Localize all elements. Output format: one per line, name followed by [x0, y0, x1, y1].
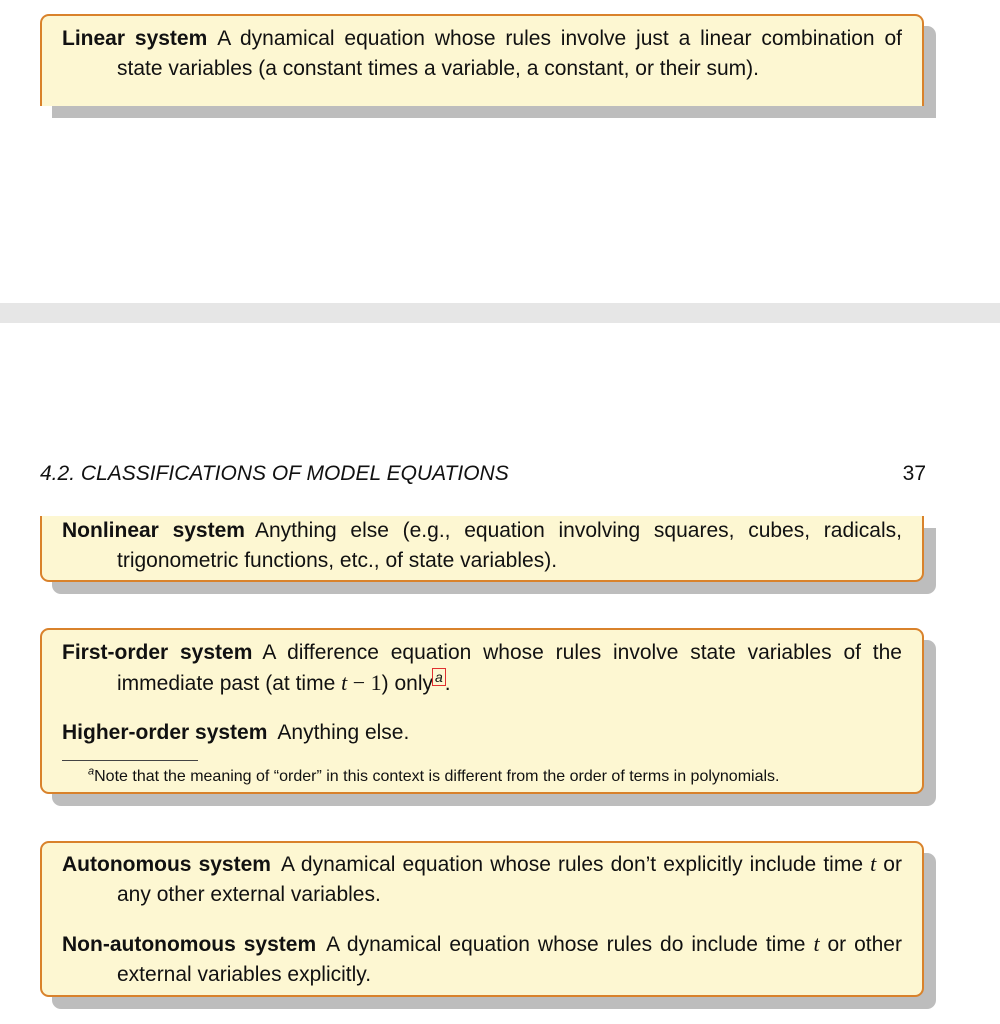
definition-first-order-period: .	[444, 672, 451, 695]
definition-non-autonomous-system	[62, 929, 902, 990]
definition-linear-text: A dynamical equation whose rules involve just a linear combination of state variables (a constant times a variable, a constant, or their sum).	[117, 27, 902, 80]
definition-linear-system	[62, 24, 902, 84]
definition-first-order-text: A difference equation whose rules involve state variables of the immediate past (at time	[117, 641, 902, 695]
footnote-rule	[62, 760, 198, 761]
running-head: 4.2. CLASSIFICATIONS OF MODEL EQUATIONS	[40, 462, 509, 485]
definition-box-linear	[40, 14, 924, 106]
definition-nonlinear-text: Anything else (e.g., equation involving squares, cubes, radicals, trigonometric functions, etc., of state variables).	[117, 519, 902, 572]
definition-non-autonomous-text: A dynamical equation whose rules do include time	[326, 933, 814, 956]
definition-box-autonomy	[40, 841, 924, 997]
definition-autonomous-text: A dynamical equation whose rules don’t explicitly include time	[280, 853, 871, 876]
term-first-order-system: First-order system	[62, 641, 253, 664]
definition-box-order	[40, 628, 924, 794]
definition-autonomous-text-2: or any other external variables.	[117, 853, 902, 906]
definition-first-order-text-2: ) only	[381, 672, 433, 695]
math-t: t	[341, 670, 348, 695]
footnote-text: Note that the meaning of “order” in this context is different from the order of terms in polynomials.	[94, 768, 780, 785]
page-number: 37	[902, 462, 926, 485]
footnote	[62, 767, 902, 787]
footnote-link-a[interactable]: a	[435, 669, 443, 685]
definition-nonlinear-system	[62, 516, 902, 576]
math-t: t	[870, 851, 877, 876]
definition-box-nonlinear	[40, 516, 924, 582]
term-higher-order-system: Higher-order system	[62, 721, 268, 744]
definition-autonomous-system	[62, 849, 902, 910]
page-break-separator	[0, 303, 1000, 323]
footnote-mark: a	[88, 765, 95, 778]
term-autonomous-system: Autonomous system	[62, 853, 271, 876]
term-nonlinear-system: Nonlinear system	[62, 519, 245, 542]
definition-non-autonomous-text-2: or other external variables explicitly.	[117, 933, 902, 986]
definition-higher-order-system	[62, 718, 902, 748]
term-non-autonomous-system: Non-autonomous system	[62, 933, 317, 956]
math-minus-one: − 1	[347, 670, 382, 695]
math-t: t	[813, 931, 820, 956]
term-linear-system: Linear system	[62, 27, 208, 50]
definition-higher-order-text: Anything else.	[277, 721, 410, 744]
definition-first-order-system	[62, 638, 902, 699]
